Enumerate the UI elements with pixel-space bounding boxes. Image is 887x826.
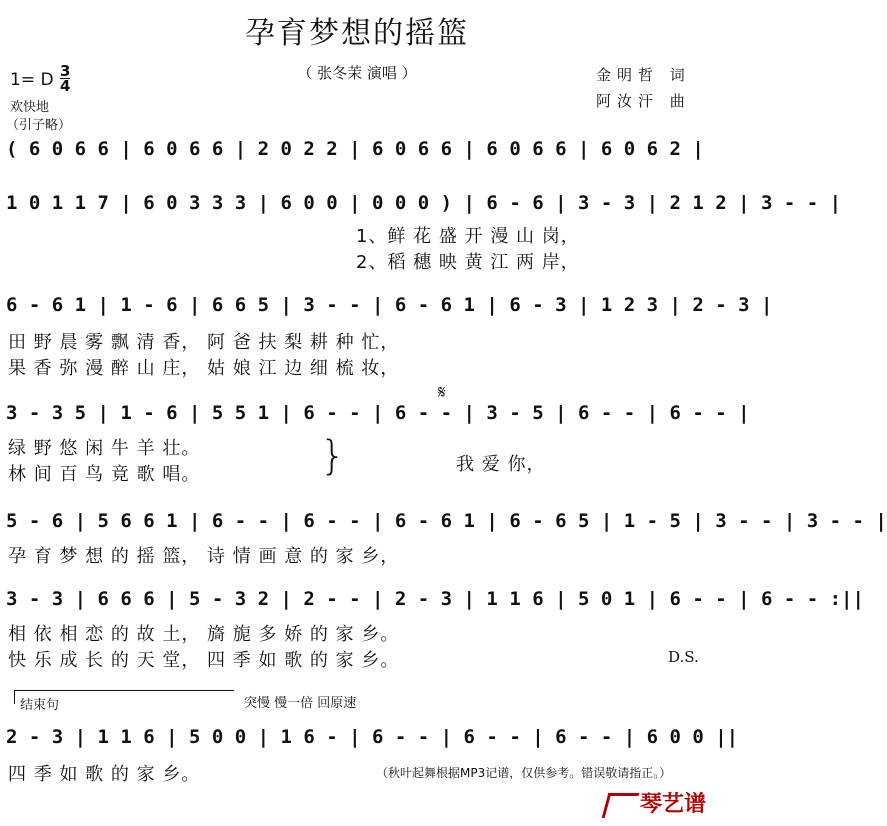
lyric-row-2-verse-2: 2、稻 穗 映 黄 江 两 岸， (356, 252, 580, 273)
lyric-row-6-verse-1: 相 依 相 恋 的 故 土， 旖 旎 多 娇 的 家 乡。 (8, 624, 400, 645)
page-title: 孕育梦想的摇篮 (245, 16, 469, 51)
ending-label: 结束句 (20, 698, 60, 713)
notation-row-2: 1 0 1 1 7 | 6 0 3 3 3 | 6 0 0 | 0 0 0 ) | 6 - 6 | 3 - 3 | 2 1 2 | 3 - - | (6, 192, 842, 214)
time-bottom: 4 (60, 77, 71, 95)
singer-credit: （ 张冬茉 演唱 ） (297, 64, 417, 82)
lyric-row-4-verse-1: 绿 野 悠 闲 牛 羊 壮。 (8, 438, 201, 459)
notation-row-6: 3 - 3 | 6 6 6 | 5 - 3 2 | 2 - - | 2 - 3 | 1 1 6 | 5 0 1 | 6 - - | 6 - - :|| (6, 588, 864, 610)
lyric-row-5: 孕 育 梦 想 的 摇 篮， 诗 情 画 意 的 家 乡， (8, 546, 400, 567)
logo-icon (602, 793, 640, 818)
tempo-marks: 突慢 慢一倍 回原速 (244, 696, 357, 711)
notation-row-1: ( 6 0 6 6 | 6 0 6 6 | 2 0 2 2 | 6 0 6 6 | 6 0 6 6 | 6 0 6 2 | (6, 138, 704, 160)
key-signature: 1= D (10, 70, 54, 90)
transcription-note: （秋叶起舞根据MP3记谱，仅供参考。错误敬请指正。） (376, 766, 672, 780)
time-signature (60, 64, 70, 93)
segno-sign: 𝄋 (438, 382, 446, 403)
notation-row-5: 5 - 6 | 5 6 6 1 | 6 - - | 6 - - | 6 - 6 1 | 6 - 6 5 | 1 - 5 | 3 - - | 3 - - | (6, 510, 887, 532)
logo-text: 琴艺谱 (639, 792, 706, 817)
notation-row-7: 2 - 3 | 1 1 6 | 5 0 0 | 1 6 - | 6 - - | 6 - - | 6 - - | 6 0 0 || (6, 726, 739, 748)
composer-credit: 阿汝汗 曲 (596, 92, 691, 110)
lyric-row-2-verse-1: 1、鲜 花 盛 开 漫 山 岗， (356, 226, 580, 247)
lyricist-credit: 金明哲 词 (596, 66, 691, 84)
lyric-row-4-side: 我 爱 你， (456, 454, 546, 475)
ending-bracket-edge (14, 690, 15, 704)
notation-row-3: 6 - 6 1 | 1 - 6 | 6 6 5 | 3 - - | 6 - 6 1 | 6 - 3 | 1 2 3 | 2 - 3 | (6, 294, 773, 316)
verse-brace: } (320, 433, 346, 479)
lyric-row-3-verse-1: 田 野 晨 雾 飘 清 香， 阿 爸 扶 梨 耕 种 忙， (8, 332, 400, 353)
intro-note: （引子略） (6, 118, 72, 133)
lyric-row-3-verse-2: 果 香 弥 漫 醉 山 庄， 姑 娘 江 边 细 梳 妆， (8, 358, 400, 379)
tempo-marking: 欢快地 (10, 100, 50, 115)
ending-bracket-line (14, 690, 234, 691)
lyric-row-7: 四 季 如 歌 的 家 乡。 (8, 764, 201, 785)
lyric-row-4-verse-2: 林 间 百 鸟 竟 歌 唱。 (8, 464, 201, 485)
ds-marking: D.S. (668, 648, 699, 666)
notation-row-4: 3 - 3 5 | 1 - 6 | 5 5 1 | 6 - - | 6 - - | 3 - 5 | 6 - - | 6 - - | (6, 402, 750, 424)
site-logo (605, 787, 706, 818)
lyric-row-6-verse-2: 快 乐 成 长 的 天 堂， 四 季 如 歌 的 家 乡。 (8, 650, 400, 671)
time-top: 3 (60, 62, 71, 80)
